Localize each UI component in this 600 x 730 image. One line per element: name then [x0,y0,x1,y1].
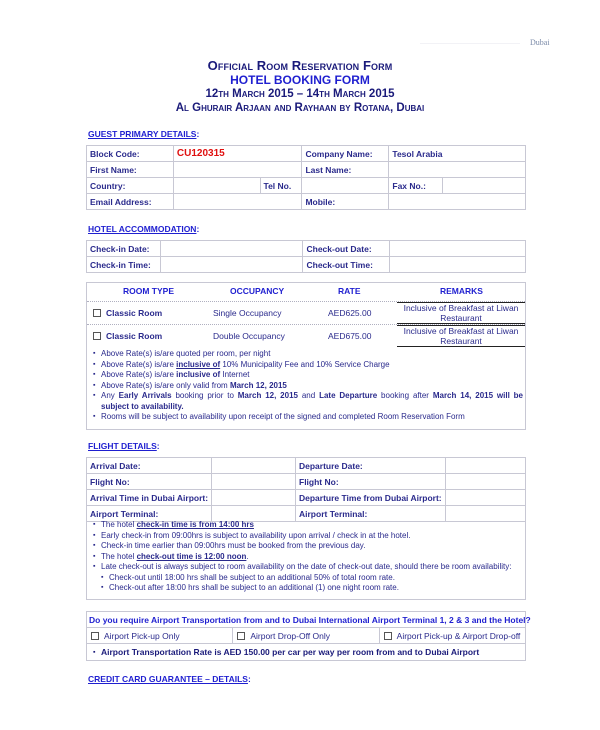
company-name-label: Company Name: [302,146,389,162]
policy-note: ▪ Early check-in from 09:00hrs is subject to availability upon arrival / check in at the hotel. [91,531,523,542]
checkbox-icon[interactable] [93,309,101,317]
departure-time-label: Departure Time from Dubai Airport: [296,490,446,506]
departure-terminal-label: Airport Terminal: [296,506,446,522]
option-pickup-only[interactable]: Airport Pick-up Only [87,628,233,643]
arrival-time-label: Arrival Time in Dubai Airport: [87,490,212,506]
rate-header: RATE [338,286,361,296]
transport-rate-note: ▪ Airport Transportation Rate is AED 150.00 per car per way per room from and to Dubai Airport [87,644,525,660]
arrival-date-field[interactable] [212,458,296,474]
checkout-time-field[interactable] [390,257,526,273]
flight-details-table [86,457,526,522]
policy-subnote: ▪ Check-out after 18:00 hrs shall be subject to an additional (1) one night room rate. [91,583,523,594]
departure-time-field[interactable] [445,490,525,506]
accommodation-section-heading: HOTEL ACCOMMODATION: [88,224,200,234]
rate-note: ▪ Above Rate(s) is/are inclusive of 10% Municipality Fee and 10% Service Charge [91,360,523,371]
form-header [0,58,600,115]
room-row [87,301,525,323]
room-type-header: ROOM TYPE [123,286,175,296]
credit-card-section-heading: CREDIT CARD GUARANTEE – DETAILS: [88,674,251,684]
tel-label: Tel No. [260,178,302,194]
form-subtitle: HOTEL BOOKING FORM [230,73,370,87]
country-label: Country: [87,178,174,194]
checkbox-icon[interactable] [93,332,101,340]
hotel-venue: Al Ghurair Arjaan and Rayhaan by Rotana, Dubai [175,102,425,114]
checkin-policy-list [91,520,523,594]
rate-cell: AED625.00 [328,308,372,318]
policy-subnote: ▪ Check-out until 18:00 hrs shall be subject to an additional 50% of total room rate. [91,573,523,584]
fax-field[interactable] [443,178,526,194]
policy-note: ▪ The hotel check-in time is from 14:00 hrs [91,520,523,531]
room-rates-box [86,282,526,430]
room-type-cell[interactable]: Classic Room [93,302,162,324]
guest-section-heading: GUEST PRIMARY DETAILS: [88,129,200,139]
checkbox-icon[interactable] [91,632,99,640]
rate-note: ▪ Above Rate(s) is/are only valid from March 12, 2015 [91,381,523,392]
departure-flight-no-label: Flight No: [296,474,446,490]
remarks-header: REMARKS [440,286,483,296]
arrival-date-label: Arrival Date: [87,458,212,474]
airport-transport-box [86,611,531,661]
policy-note: ▪ Check-in time earlier than 09:00hrs must be booked from the previous day. [91,541,523,552]
accommodation-table [86,240,526,273]
departure-date-label: Departure Date: [296,458,446,474]
tel-field[interactable] [302,178,389,194]
fax-label: Fax No.: [389,178,443,194]
rate-notes-list [91,349,523,423]
occupancy-cell: Single Occupancy [213,308,282,318]
option-dropoff-only[interactable]: Airport Drop-Off Only [233,628,379,643]
last-name-field[interactable] [389,162,526,178]
block-code-value[interactable]: CU120315 [173,146,302,162]
first-name-field[interactable] [173,162,302,178]
checkin-time-label: Check-in Time: [87,257,161,273]
block-code-label: Block Code: [87,146,174,162]
guest-details-table [86,145,526,210]
mobile-label: Mobile: [302,194,389,210]
checkin-policy-box [86,518,526,600]
company-name-value[interactable]: Tesol Arabia [389,146,526,162]
checkin-date-label: Check-in Date: [87,241,161,257]
event-dates: 12th March 2015 – 14th March 2015 [205,88,395,100]
remarks-cell: Inclusive of Breakfast at Liwan Restaurant [397,302,525,324]
email-label: Email Address: [87,194,174,210]
transport-options [87,628,525,644]
rate-note: ▪ Above Rate(s) is/are quoted per room, per night [91,349,523,360]
remarks-cell: Inclusive of Breakfast at Liwan Restaurant [397,325,525,347]
rate-note: ▪ Any Early Arrivals booking prior to March 12, 2015 and Late Departure booking after March 14, 2015 will be subject to availability. [91,391,523,412]
checkin-date-field[interactable] [160,241,303,257]
flight-section-heading: FLIGHT DETAILS: [88,441,160,451]
option-pickup-and-dropoff[interactable]: Airport Pick-up & Airport Drop-off [380,628,525,643]
checkout-time-label: Check-out Time: [303,257,390,273]
checkbox-icon[interactable] [237,632,245,640]
checkout-date-field[interactable] [390,241,526,257]
room-type-cell[interactable]: Classic Room [93,325,162,347]
policy-note: ▪ The hotel check-out time is 12:00 noon. [91,552,523,563]
country-field[interactable] [173,178,260,194]
occupancy-header: OCCUPANCY [230,286,285,296]
arrival-terminal-label: Airport Terminal: [87,506,212,522]
last-name-label: Last Name: [302,162,389,178]
checkbox-icon[interactable] [384,632,392,640]
departure-date-field[interactable] [445,458,525,474]
occupancy-cell: Double Occupancy [213,331,285,341]
arrival-time-field[interactable] [212,490,296,506]
room-row [87,324,525,346]
checkout-date-label: Check-out Date: [303,241,390,257]
checkin-time-field[interactable] [160,257,303,273]
mobile-field[interactable] [389,194,526,210]
rate-note: ▪ Above Rate(s) is/are inclusive of Internet [91,370,523,381]
rate-note: ▪ Rooms will be subject to availability upon receipt of the signed and completed Room Reservation Form [91,412,523,423]
arrival-flight-no-field[interactable] [212,474,296,490]
transport-question: Do you require Airport Transportation from and to Dubai International Airport Terminal 1, 2 & 3 and the Hotel? [87,612,525,628]
email-field[interactable] [173,194,302,210]
page-location-tag: Dubai [530,38,550,47]
policy-note: ▪ Late check-out is always subject to room availability on the date of check-out date, should there be room availability: [91,562,523,573]
rate-cell: AED675.00 [328,331,372,341]
departure-flight-no-field[interactable] [445,474,525,490]
arrival-flight-no-label: Flight No: [87,474,212,490]
header-rule [420,43,520,44]
form-title: Official Room Reservation Form [207,58,393,73]
first-name-label: First Name: [87,162,174,178]
